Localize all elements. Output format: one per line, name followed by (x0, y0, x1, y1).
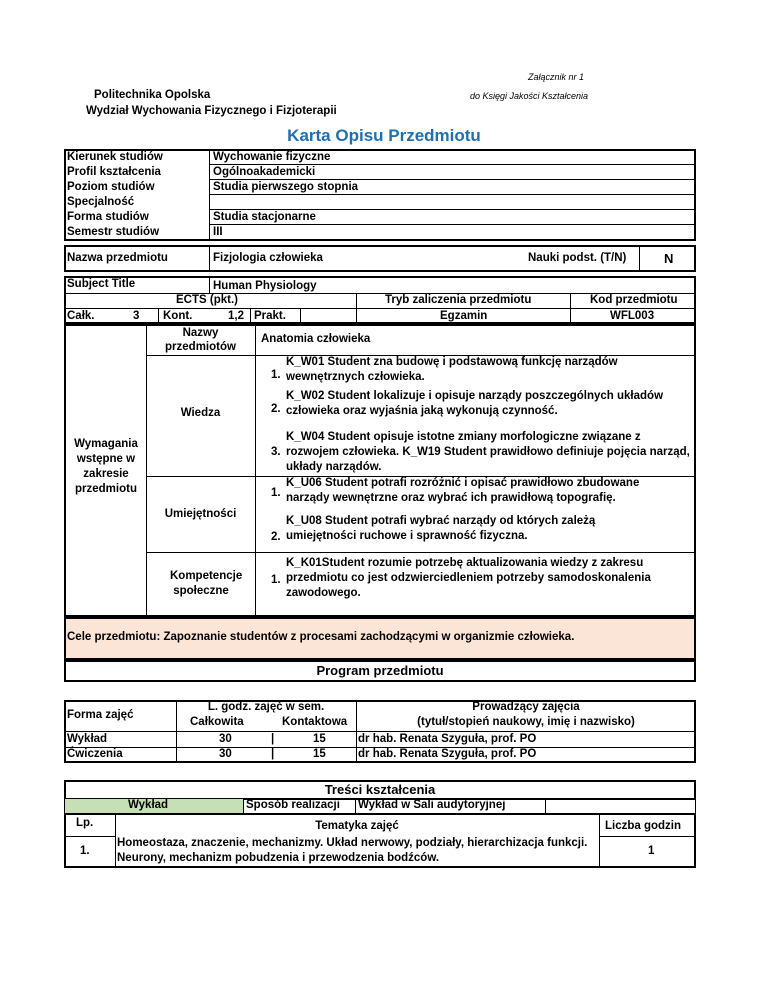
semester-label: Semestr studiów (67, 226, 160, 238)
skills-item-number: 2. (271, 531, 281, 543)
page-title: Karta Opisu Przedmiotu (287, 126, 481, 145)
hours-separator: | (271, 748, 275, 760)
ects-practical-label: Prakt. (254, 310, 286, 322)
requirements-label: Wymagania wstępne w zakresie przedmiotu (74, 438, 138, 495)
knowledge-item-number: 2. (271, 403, 281, 415)
knowledge-item: K_W01 Student zna budowę i podstawową funkcję narządów wewnętrznych człowieka. (286, 356, 618, 383)
form-name: Ćwiczenia (67, 748, 123, 760)
skills-label: Umiejętności (164, 508, 237, 520)
prerequisite-subjects-label: Nazwy przedmiotów (165, 327, 236, 353)
specialty-label: Specjalność (67, 196, 135, 208)
study-level-label: Poziom studiów (67, 181, 155, 193)
content-title: Treści kształcenia (324, 782, 436, 797)
exam-mode-value: Egzamin (440, 310, 488, 322)
skills-item-number: 1. (271, 487, 281, 499)
knowledge-item: K_W04 Student opisuje istotne zmiany morfologiczne związane z rozwojem człowieka. K_W19 Student prawidłowo definiuje pojęcia narząd, układy narządów. (286, 431, 690, 473)
competences-label: Kompetencje społeczne (170, 570, 243, 597)
study-field-value: Wychowanie fizyczne (213, 151, 331, 163)
knowledge-label: Wiedza (180, 407, 221, 419)
topic-header: Tematyka zajęć (315, 820, 399, 832)
ects-total-label: Całk. (67, 310, 95, 322)
topic-hours: 1 (648, 845, 655, 857)
total-hours: 30 (219, 733, 232, 745)
competence-item: K_K01Student rozumie potrzebę aktualizowania wiedzy z zakresu przedmiotu co jest odzwierciedleniem potrzeby samodoskonalenia zawodowego. (286, 557, 651, 599)
form-header: Forma zajęć (67, 709, 134, 721)
program-title: Program przedmiotu (316, 663, 444, 678)
subject-code-label: Kod przedmiotu (590, 294, 678, 306)
study-field-label: Kierunek studiów (67, 151, 163, 163)
ects-contact-value: 1,2 (228, 310, 244, 322)
basic-science-label: Nauki podst. (T/N) (528, 252, 627, 264)
ects-label: ECTS (pkt.) (176, 294, 238, 306)
hours-count-header: Liczba godzin (605, 820, 682, 832)
study-profile-value: Ogólnoakademicki (213, 166, 316, 178)
skills-item: K_U08 Student potrafi wybrać narządy od których zależą umiejętności ruchowe i sprawność fizyczna. (286, 515, 596, 542)
subject-title-label: Subject Title (67, 278, 136, 290)
method-label: Sposób realizacji (246, 799, 340, 811)
exam-mode-label: Tryb zaliczenia przedmiotu (385, 294, 532, 306)
teacher-subheader: (tytuł/stopień naukowy, imię i nazwisko) (417, 716, 635, 728)
hours-header: L. godz. zajęć w sem. (207, 701, 325, 713)
total-hours-header: Całkowita (190, 716, 244, 728)
knowledge-item-number: 3. (271, 446, 281, 458)
form-name: Wykład (67, 733, 108, 745)
teacher-name: dr hab. Renata Szyguła, prof. PO (358, 733, 537, 745)
hours-separator: | (271, 733, 275, 745)
contact-hours: 15 (313, 733, 326, 745)
university-name: Politechnika Opolska (94, 89, 211, 101)
subject-code-value: WFL003 (610, 310, 655, 322)
competence-item-number: 1. (271, 574, 281, 586)
total-hours: 30 (219, 748, 232, 760)
attachment-label: Załącznik nr 1 (528, 72, 585, 82)
contact-hours: 15 (313, 748, 326, 760)
study-form-label: Forma studiów (67, 211, 149, 223)
subject-title-value: Human Physiology (213, 280, 317, 292)
ects-total-value: 3 (133, 310, 140, 322)
study-level-value: Studia pierwszego stopnia (213, 181, 359, 193)
lp-header: Lp. (76, 817, 94, 829)
study-form-value: Studia stacjonarne (213, 211, 316, 223)
ects-contact-label: Kont. (163, 310, 193, 322)
lecture-type-label: Wykład (128, 799, 169, 811)
method-value: Wykład w Sali audytoryjnej (358, 799, 506, 811)
faculty-name: Wydział Wychowania Fizycznego i Fizjoterapii (86, 105, 337, 117)
study-profile-label: Profil kształcenia (67, 166, 161, 178)
prerequisite-subjects-value: Anatomia człowieka (261, 333, 371, 345)
teacher-header: Prowadzący zajęcia (472, 701, 580, 713)
attachment-reference: do Księgi Jakości Kształcenia (470, 91, 589, 101)
goals-text: Cele przedmiotu: Zapoznanie studentów z procesami zachodzącymi w organizmie człowieka. (67, 631, 575, 643)
subject-name-label: Nazwa przedmiotu (67, 252, 168, 264)
contact-hours-header: Kontaktowa (282, 716, 348, 728)
topic-number: 1. (80, 845, 90, 857)
semester-value: III (213, 226, 223, 238)
knowledge-item: K_W02 Student lokalizuje i opisuje narządy poszczególnych układów człowieka oraz wyjaśnia jaką wykonują czynność. (286, 390, 664, 417)
subject-name-value: Fizjologia człowieka (213, 252, 323, 264)
knowledge-item-number: 1. (271, 369, 281, 381)
topic-text: Homeostaza, znaczenie, mechanizmy. Układ nerwowy, podziały, hierarchizacja funkcji. Neurony, mechanizm pobudzenia i przewodzenia bodźców. (117, 837, 588, 864)
skills-item: K_U06 Student potrafi rozróżnić i opisać prawidłowo zbudowane narządy wewnętrzne oraz wybrać ich prawidłową topografię. (286, 477, 640, 504)
teacher-name: dr hab. Renata Szyguła, prof. PO (358, 748, 537, 760)
basic-science-value: N (664, 251, 674, 266)
